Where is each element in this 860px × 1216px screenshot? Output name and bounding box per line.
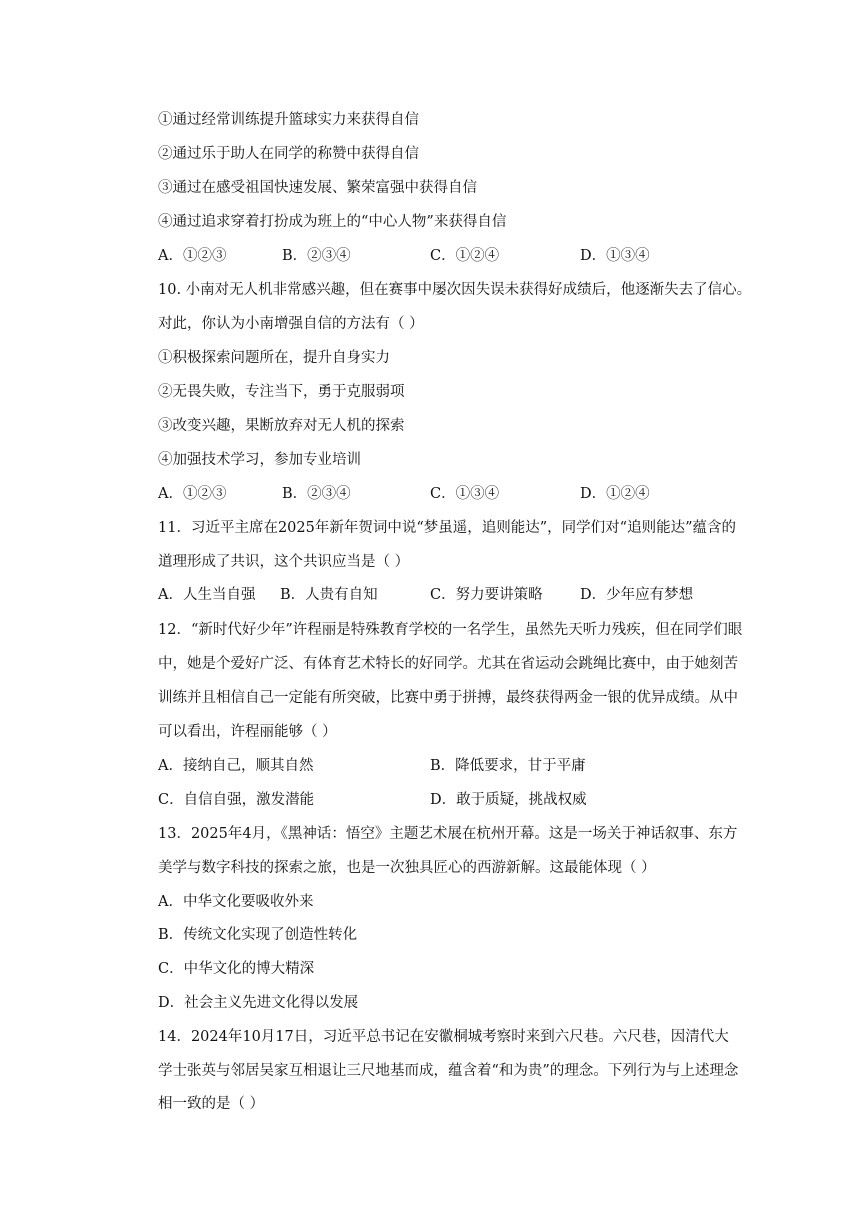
q10-item-4: ④加强技术学习，参加专业培训 — [158, 452, 361, 468]
q9-item-2: ②通过乐于助人在同学的称赞中获得自信 — [158, 146, 419, 162]
q10-option-a: A．①②③ — [158, 486, 227, 502]
q9-item-4: ④通过追求穿着打扮成为班上的“中心人物”来获得自信 — [158, 214, 507, 230]
q12-option-a: A．接纳自己，顺其自然 — [158, 758, 314, 774]
q13-option-d: D．社会主义先进文化得以发展 — [158, 995, 359, 1011]
q12-option-c: C．自信自强，激发潜能 — [158, 792, 315, 808]
q10-option-c: C．①③④ — [430, 486, 500, 502]
q12-stem-line-1: 12．“新时代好少年”许程丽是特殊教育学校的一名学生，虽然先天听力残疾，但在同学们眼 — [158, 622, 743, 638]
q11-stem-line-2: 道理形成了共识，这个共识应当是（ ） — [158, 554, 410, 570]
q13-option-a: A．中华文化要吸收外来 — [158, 894, 314, 910]
q9-option-a: A．①②③ — [158, 248, 227, 264]
q11-option-a: A．人生当自强 — [158, 587, 256, 603]
q9-item-1: ①通过经常训练提升篮球实力来获得自信 — [158, 112, 419, 128]
q10-stem-line-1: 10. 小南对无人机非常感兴趣，但在赛事中屡次因失误未获得好成绩后，他逐渐失去了信心。 — [158, 282, 752, 298]
q11-stem-line-1: 11．习近平主席在2025年新年贺词中说“梦虽遥，追则能达”，同学们对“追则能达”蕴含的 — [158, 520, 737, 536]
q10-item-1: ①积极探索问题所在，提升自身实力 — [158, 350, 390, 366]
q14-stem-line-3: 相一致的是（ ） — [158, 1096, 265, 1112]
q9-item-3: ③通过在感受祖国快速发展、繁荣富强中获得自信 — [158, 180, 477, 196]
q10-item-3: ③改变兴趣，果断放弃对无人机的探索 — [158, 418, 405, 434]
q12-stem-line-3: 训练并且相信自己一定能有所突破，比赛中勇于拼搏，最终获得两金一银的优异成绩。从中 — [158, 690, 738, 706]
q13-stem-line-2: 美学与数字科技的探索之旅，也是一次独具匠心的西游新解。这最能体现（ ） — [158, 860, 656, 876]
q12-stem-line-2: 中，她是个爱好广泛、有体育艺术特长的好同学。尤其在省运动会跳绳比赛中，由于她刻苦 — [158, 656, 738, 672]
q13-option-c: C．中华文化的博大精深 — [158, 961, 315, 977]
q10-option-d: D．①②④ — [580, 486, 650, 502]
q9-option-d: D．①③④ — [580, 248, 650, 264]
q12-option-b: B．降低要求，甘于平庸 — [430, 758, 586, 774]
q12-option-d: D．敢于质疑，挑战权威 — [430, 792, 587, 808]
q11-option-d: D．少年应有梦想 — [580, 587, 694, 603]
q10-stem-line-2: 对此，你认为小南增强自信的方法有（ ） — [158, 316, 424, 332]
q13-option-b: B．传统文化实现了创造性转化 — [158, 927, 358, 943]
q10-item-2: ②无畏失败，专注当下，勇于克服弱项 — [158, 384, 405, 400]
q11-option-c: C．努力要讲策略 — [430, 587, 543, 603]
q9-option-b: B．②③④ — [282, 248, 351, 264]
q9-option-c: C．①②④ — [430, 248, 500, 264]
q10-option-b: B．②③④ — [282, 486, 351, 502]
q13-stem-line-1: 13．2025年4月，《黑神话：悟空》主题艺术展在杭州开幕。这是一场关于神话叙事、东方 — [158, 826, 738, 842]
q12-stem-line-4: 可以看出，许程丽能够（ ） — [158, 724, 337, 740]
q11-option-b: B．人贵有自知 — [280, 587, 378, 603]
q14-stem-line-2: 学士张英与邻居吴家互相退让三尺地基而成，蕴含着“和为贵”的理念。下列行为与上述理念 — [158, 1063, 739, 1079]
q14-stem-line-1: 14．2024年10月17日，习近平总书记在安徽桐城考察时来到六尺巷。六尺巷，因清代大 — [158, 1029, 729, 1045]
